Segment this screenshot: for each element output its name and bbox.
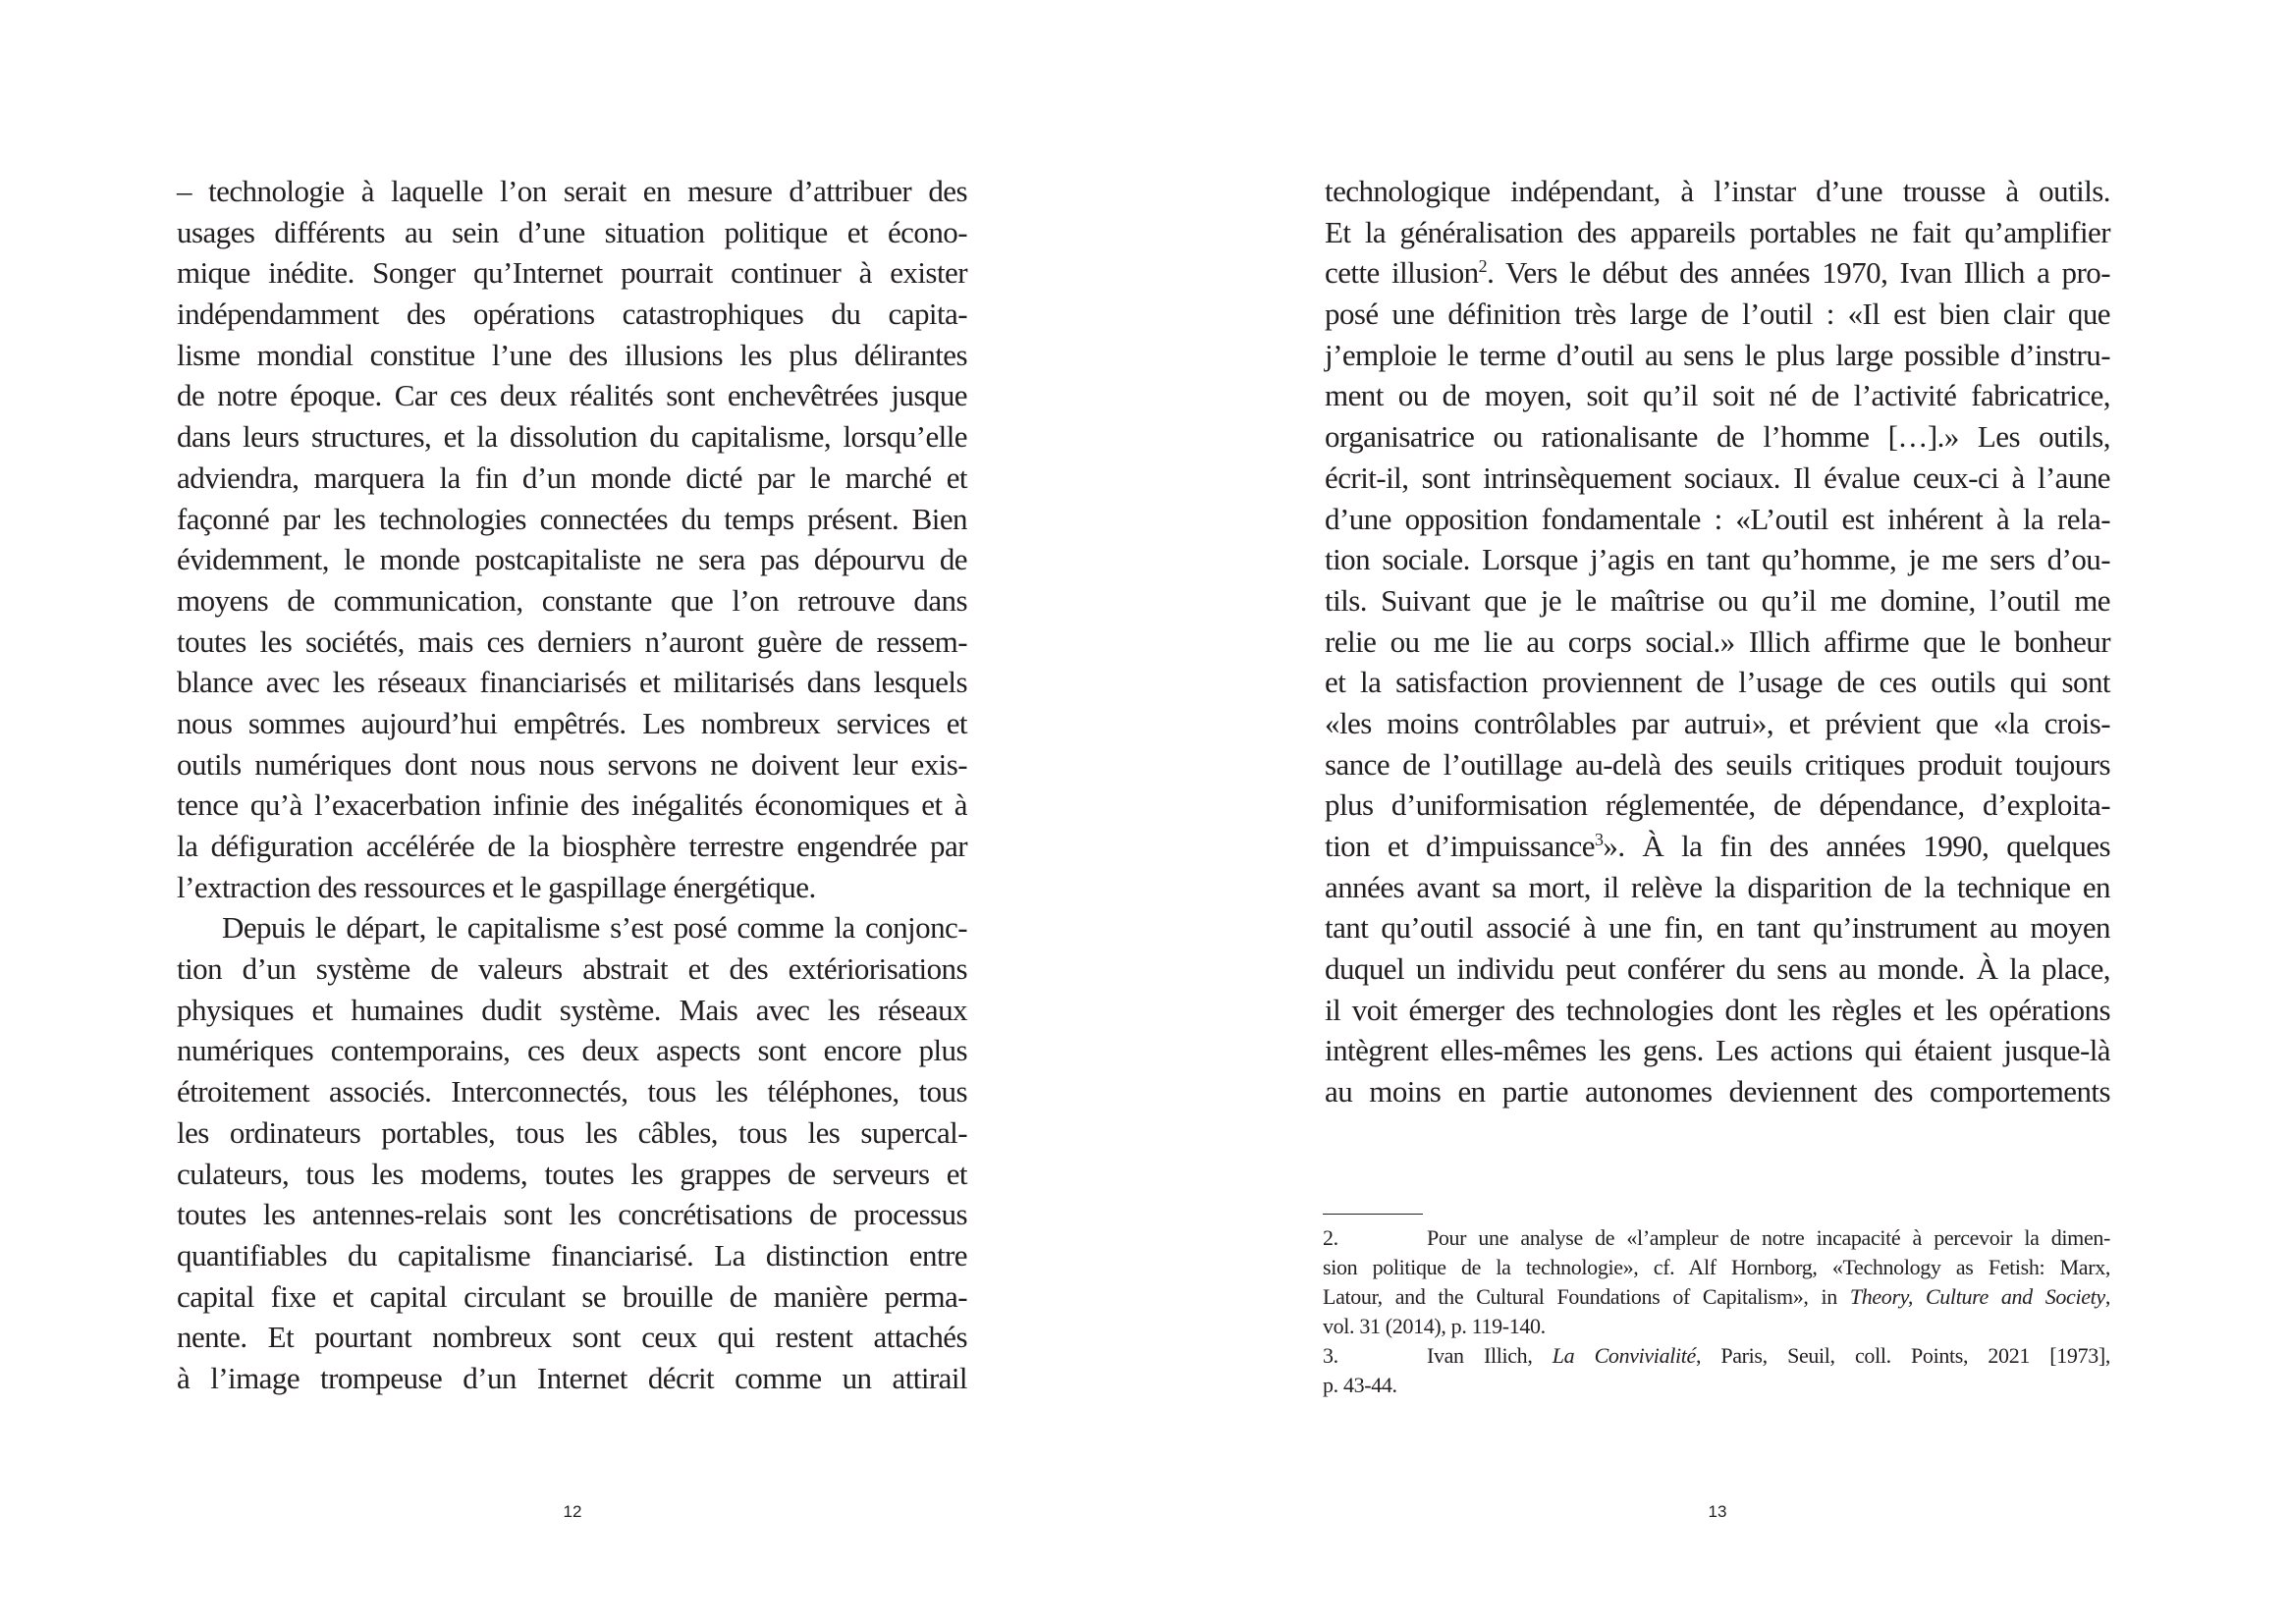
footnote-2-line: sion politique de la technologie», cf. Alf Hornborg, «Technology as Fetish: Marx,	[1323, 1255, 2110, 1279]
text-line: d’une opposition fondamentale : «L’outil est inhérent à la rela-	[1325, 501, 2110, 536]
text-line: à l’image trompeuse d’un Internet décrit comme un attirail	[177, 1360, 967, 1395]
text-line: culateurs, tous les modems, toutes les grappes de serveurs et	[177, 1156, 967, 1191]
footnotes	[1323, 1223, 2110, 1400]
page-number: 12	[563, 1502, 582, 1521]
footnote-ref-3[interactable]: 3	[1594, 830, 1604, 849]
text-line: toutes les antennes-relais sont les concrétisations de processus	[177, 1197, 967, 1232]
left-page-body	[177, 171, 967, 1399]
paragraph-end-line: l’extraction des ressources et le gaspillage énergétique.	[177, 869, 816, 904]
text-line: technologique indépendant, à l’instar d’une trousse à outils.	[1325, 174, 2110, 208]
text-line: j’emploie le terme d’outil au sens le plus large possible d’instru-	[1325, 337, 2110, 372]
text-line: tant qu’outil associé à une fin, en tant qu’instrument au moyen	[1325, 910, 2110, 946]
text-line: ment ou de moyen, soit qu’il soit né de l’activité fabricatrice,	[1325, 378, 2110, 413]
text-line: tion sociale. Lorsque j’agis en tant qu’homme, je me sers d’ou-	[1325, 542, 2110, 577]
footnote-text: Latour, and the Cultural Foundations of Capitalism», in	[1323, 1284, 1850, 1309]
text-line: la défiguration accélérée de la biosphère terrestre engendrée par	[177, 829, 967, 863]
text-line: indépendamment des opérations catastrophiques du capita-	[177, 297, 967, 332]
text-line: intègrent elles-mêmes les gens. Les actions qui étaient jusque-là	[1325, 1033, 2110, 1068]
text-line: les ordinateurs portables, tous les câbles, tous les supercal-	[177, 1114, 967, 1150]
text-line: de notre époque. Car ces deux réalités sont enchevêtrées jusque	[177, 378, 967, 413]
text-line: évidemment, le monde postcapitaliste ne sera pas dépourvu de	[177, 542, 967, 577]
book-title: La Convivialité	[1552, 1343, 1696, 1368]
footnote-number: 3.	[1323, 1343, 1338, 1368]
footnote-3-line	[1323, 1341, 2110, 1371]
text-line: mique inédite. Songer qu’Internet pourrait continuer à exister	[177, 255, 967, 291]
page-number: 13	[1708, 1502, 1727, 1521]
right-page-body	[1325, 171, 2110, 1112]
text-line: capital fixe et capital circulant se brouille de manière perma-	[177, 1278, 967, 1314]
text-line: blance avec les réseaux financiarisés et militarisés dans lesquels	[177, 665, 967, 700]
text-line: façonné par les technologies connectées du temps présent. Bien	[177, 501, 967, 536]
text-line: relie ou me lie au corps social.» Illich affirme que le bonheur	[1325, 623, 2110, 659]
text-line: étroitement associés. Interconnectés, tous les téléphones, tous	[177, 1074, 967, 1110]
footnote-number: 2.	[1323, 1225, 1338, 1250]
paragraph-start-line	[177, 907, 967, 948]
text-line: nente. Et pourtant nombreux sont ceux qui restent attachés	[177, 1320, 967, 1355]
text-line: et la satisfaction proviennent de l’usage de ces outils qui sont	[1325, 665, 2110, 700]
text-line: usages différents au sein d’une situation politique et écono-	[177, 214, 967, 249]
footnote-separator	[1323, 1214, 1423, 1215]
footnote-ref-2[interactable]: 2	[1478, 256, 1488, 277]
text-line: adviendra, marquera la fin d’un monde dicté par le marché et	[177, 460, 967, 495]
text-line: – technologie à laquelle l’on serait en mesure d’attribuer des	[177, 174, 967, 208]
text-line: tion d’un système de valeurs abstrait et des extériorisations	[177, 951, 967, 987]
right-page	[1144, 0, 2289, 1624]
text-span: Depuis le départ, le capitalisme s’est posé comme la conjonc-	[222, 910, 967, 946]
text-line: moyens de communication, constante que l’on retrouve dans	[177, 582, 967, 618]
footnote-text: ,	[2104, 1284, 2110, 1309]
text-line: au moins en partie autonomes deviennent des comportements	[1325, 1074, 2110, 1110]
journal-title: Theory, Culture and Society	[1849, 1284, 2105, 1309]
text-line: sance de l’outillage au-delà des seuils critiques produit toujours	[1325, 746, 2110, 782]
footnote-text: Ivan Illich,	[1427, 1343, 1553, 1368]
text-line: dans leurs structures, et la dissolution du capitalisme, lorsqu’elle	[177, 419, 967, 455]
text-line: lisme mondial constitue l’une des illusions les plus délirantes	[177, 337, 967, 372]
footnote-2-line	[1323, 1282, 2110, 1312]
footnote-text: , Paris, Seuil, coll. Points, 2021 [1973],	[1695, 1343, 2111, 1368]
text-line: écrit-il, sont intrinsèquement sociaux. Il évalue ceux-ci à l’aune	[1325, 460, 2110, 495]
text-span: . Vers le début des années 1970, Ivan Illich a pro-	[1487, 255, 2110, 291]
footnote-3-line: p. 43-44.	[1323, 1373, 1397, 1397]
text-line	[1325, 826, 2110, 867]
text-line: plus d’uniformisation réglementée, de dépendance, d’exploita-	[1325, 787, 2110, 823]
text-line: toutes les sociétés, mais ces derniers n’auront guère de ressem-	[177, 623, 967, 659]
text-line: «les moins contrôlables par autrui», et prévient que «la crois-	[1325, 705, 2110, 740]
footnote-2-line: vol. 31 (2014), p. 119-140.	[1323, 1314, 1546, 1338]
footnote-2-line	[1323, 1223, 2110, 1253]
text-line: numériques contemporains, ces deux aspects sont encore plus	[177, 1033, 967, 1068]
text-line: posé une définition très large de l’outil : «Il est bien clair que	[1325, 297, 2110, 332]
text-line: physiques et humaines dudit système. Mais avec les réseaux	[177, 992, 967, 1027]
text-span: ». À la fin des années 1990, quelques	[1603, 829, 2110, 863]
text-line: tence qu’à l’exacerbation infinie des inégalités économiques et à	[177, 787, 967, 823]
text-line: années avant sa mort, il relève la disparition de la technique en	[1325, 869, 2110, 904]
text-line: organisatrice ou rationalisante de l’homme […].» Les outils,	[1325, 419, 2110, 455]
text-line	[1325, 252, 2110, 294]
text-line: duquel un individu peut conférer du sens au monde. À la place,	[1325, 951, 2110, 987]
text-line: il voit émerger des technologies dont les règles et les opérations	[1325, 992, 2110, 1027]
text-line: nous sommes aujourd’hui empêtrés. Les nombreux services et	[177, 705, 967, 740]
left-page	[0, 0, 1144, 1624]
text-span: tion et d’impuissance	[1325, 829, 1595, 863]
text-span: cette illusion	[1325, 255, 1479, 291]
footnote-text: Pour une analyse de «l’ampleur de notre incapacité à percevoir la dimen-	[1427, 1225, 2110, 1250]
text-line: quantifiables du capitalisme financiarisé. La distinction entre	[177, 1237, 967, 1272]
text-line: Et la généralisation des appareils portables ne fait qu’amplifier	[1325, 214, 2110, 249]
text-line: tils. Suivant que je le maîtrise ou qu’il me domine, l’outil me	[1325, 582, 2110, 618]
text-line: outils numériques dont nous nous servons ne doivent leur exis-	[177, 746, 967, 782]
